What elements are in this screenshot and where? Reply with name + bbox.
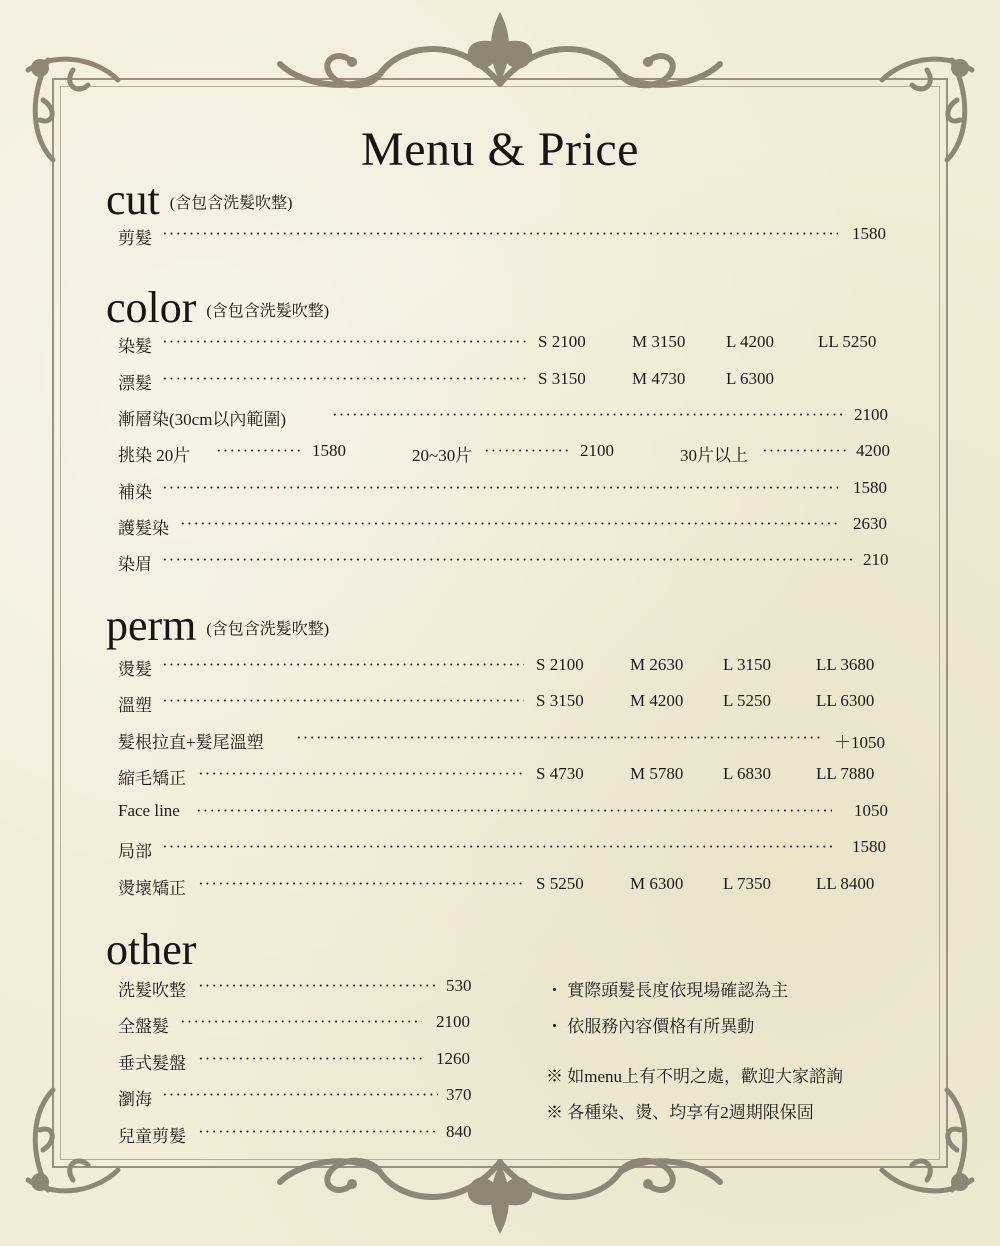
item-label: 護髮染 xyxy=(118,519,169,538)
menu-row xyxy=(118,550,898,574)
item-label: Face line xyxy=(118,801,180,820)
item-price: 210 xyxy=(863,550,889,569)
menu-row xyxy=(118,224,898,248)
dot-leader xyxy=(198,764,524,784)
section-heading-color xyxy=(106,283,330,332)
price-m: M 6300 xyxy=(630,874,684,893)
dot-leader xyxy=(198,874,524,894)
item-label: 溫塑 xyxy=(118,696,152,715)
corner-ornament-bottom-left xyxy=(18,1080,128,1210)
item-label: 瀏海 xyxy=(118,1090,152,1109)
menu-row xyxy=(118,514,898,538)
dot-leader xyxy=(198,1122,438,1142)
item-price: ＋1050 xyxy=(834,733,885,752)
item-label: 洗髮吹整 xyxy=(118,981,186,1000)
item-price: 1580 xyxy=(852,224,886,243)
menu-row xyxy=(118,764,898,788)
section-name: perm xyxy=(106,601,197,650)
item-label: 染髮 xyxy=(118,337,152,356)
price-s: S 4730 xyxy=(536,764,584,783)
menu-row xyxy=(118,1085,478,1109)
price-l: L 4200 xyxy=(726,332,775,351)
dot-leader xyxy=(198,1049,422,1069)
dot-leader xyxy=(196,801,832,821)
item-price: 2100 xyxy=(436,1012,470,1031)
dot-leader xyxy=(162,691,524,711)
note-item: ・ 依服務內容價格有所異動 xyxy=(546,1017,755,1036)
price-s: S 3150 xyxy=(536,691,584,710)
menu-row xyxy=(118,976,478,1000)
dot-leader xyxy=(180,514,838,534)
price-l: L 3150 xyxy=(723,655,772,674)
dot-leader xyxy=(216,441,300,461)
item-price: 2100 xyxy=(854,405,888,424)
price-ll: LL 8400 xyxy=(816,874,875,893)
menu-row-highlights xyxy=(118,441,898,465)
section-note: (含包含洗髮吹整) xyxy=(206,620,330,638)
item-label: 縮毛矯正 xyxy=(118,769,186,788)
item-price: 370 xyxy=(446,1085,472,1104)
menu-row xyxy=(118,728,898,752)
section-heading-other xyxy=(106,925,197,974)
dot-leader xyxy=(198,976,438,996)
menu-row xyxy=(118,332,898,356)
dot-leader xyxy=(162,1085,438,1105)
item-label: 30片以上 xyxy=(680,446,748,465)
price-ll: LL 7880 xyxy=(816,764,875,783)
item-label: 染眉 xyxy=(118,555,152,574)
price-s: S 3150 xyxy=(538,369,586,388)
item-label: 20~30片 xyxy=(412,446,473,465)
price-s: S 2100 xyxy=(538,332,586,351)
item-label: 漂髮 xyxy=(118,374,152,393)
item-price: 1260 xyxy=(436,1049,470,1068)
item-label: 挑染 20片 xyxy=(118,446,191,465)
dot-leader xyxy=(162,478,838,498)
price-m: M 5780 xyxy=(630,764,684,783)
dot-leader xyxy=(180,1012,422,1032)
section-heading-cut xyxy=(106,175,293,224)
top-ornament xyxy=(260,4,740,104)
section-note: (含包含洗髮吹整) xyxy=(206,302,330,320)
item-label: 垂式髮盤 xyxy=(118,1054,186,1073)
item-price: 2630 xyxy=(853,514,887,533)
dot-leader xyxy=(162,550,852,570)
menu-row xyxy=(118,874,898,898)
menu-row xyxy=(118,1049,478,1073)
section-name: color xyxy=(106,283,197,332)
item-label: 補染 xyxy=(118,483,152,502)
section-name: other xyxy=(106,925,197,974)
price-l: L 7350 xyxy=(723,874,772,893)
price-s: S 5250 xyxy=(536,874,584,893)
menu-row xyxy=(118,837,898,861)
price-m: M 2630 xyxy=(630,655,684,674)
dot-leader xyxy=(162,655,524,675)
item-price: 840 xyxy=(446,1122,472,1141)
price-m: M 4200 xyxy=(630,691,684,710)
price-m: M 4730 xyxy=(632,369,686,388)
item-label: 燙壞矯正 xyxy=(118,879,186,898)
item-price: 2100 xyxy=(580,441,614,460)
menu-row xyxy=(118,369,898,393)
price-l: L 6830 xyxy=(723,764,772,783)
item-price: 1050 xyxy=(854,801,888,820)
note-item: ※ 如menu上有不明之處，歡迎大家諮詢 xyxy=(546,1067,844,1086)
menu-row xyxy=(118,801,898,825)
dot-leader xyxy=(162,224,838,244)
price-ll: LL 3680 xyxy=(816,655,875,674)
menu-row xyxy=(118,655,898,679)
section-name: cut xyxy=(106,175,160,224)
section-heading-perm xyxy=(106,601,330,650)
price-ll: LL 5250 xyxy=(818,332,877,351)
price-l: L 5250 xyxy=(723,691,772,710)
price-l: L 6300 xyxy=(726,369,775,388)
item-label: 剪髮 xyxy=(118,229,152,248)
price-ll: LL 6300 xyxy=(816,691,875,710)
dot-leader xyxy=(162,837,832,857)
item-price: 1580 xyxy=(853,478,887,497)
item-price: 4200 xyxy=(856,441,890,460)
section-note: (含包含洗髮吹整) xyxy=(169,194,293,212)
menu-row xyxy=(118,691,898,715)
item-label: 髮根拉直+髮尾溫塑 xyxy=(118,733,264,752)
menu-row xyxy=(118,405,898,429)
menu-row xyxy=(118,1012,478,1036)
price-m: M 3150 xyxy=(632,332,686,351)
dot-leader xyxy=(332,405,842,425)
dot-leader xyxy=(162,332,526,352)
dot-leader xyxy=(162,369,526,389)
note-item: ・ 實際頭髮長度依現場確認為主 xyxy=(546,981,789,1000)
item-price: 530 xyxy=(446,976,472,995)
item-label: 燙髮 xyxy=(118,660,152,679)
note-item: ※ 各種染、燙、均享有2週期限保固 xyxy=(546,1103,814,1122)
item-label: 全盤髮 xyxy=(118,1017,169,1036)
item-price: 1580 xyxy=(312,441,346,460)
notes-list xyxy=(546,976,906,1122)
menu-row xyxy=(118,1122,478,1146)
item-label: 漸層染(30cm以內範圍) xyxy=(118,410,287,429)
item-price: 1580 xyxy=(852,837,886,856)
page-title: Menu & Price xyxy=(361,123,639,176)
bottom-ornament xyxy=(260,1142,740,1242)
dot-leader xyxy=(484,441,568,461)
item-label: 兒童剪髮 xyxy=(118,1127,186,1146)
item-label: 局部 xyxy=(118,842,152,861)
menu-row xyxy=(118,478,898,502)
dot-leader xyxy=(762,441,846,461)
dot-leader xyxy=(296,728,824,748)
price-s: S 2100 xyxy=(536,655,584,674)
